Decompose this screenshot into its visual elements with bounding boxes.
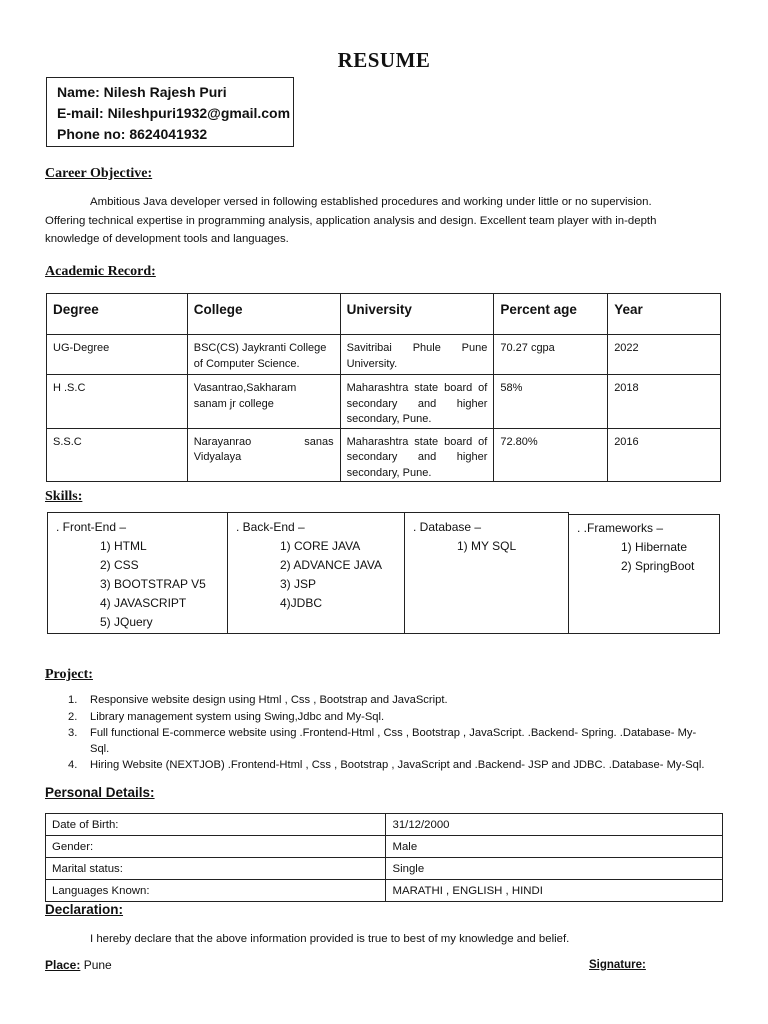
year-cell: 2018: [608, 375, 721, 429]
frontend-label: . Front-End –: [56, 520, 127, 534]
college-line: sanam jr college: [193, 397, 274, 410]
col-year: Year: [608, 294, 721, 335]
detail-value: Male: [386, 836, 723, 858]
college-cell: [187, 428, 340, 482]
table-row: [46, 814, 723, 836]
year-cell: 2022: [608, 335, 721, 375]
list-item: [45, 693, 709, 709]
university-line: Maharashtra state board of: [346, 435, 488, 448]
skill-item: 1) CORE JAVA: [280, 539, 361, 553]
academic-record-heading: Academic Record:: [45, 264, 156, 279]
skill-item: 2) SpringBoot: [621, 559, 695, 573]
skills-database: [404, 512, 569, 634]
detail-label: Marital status:: [46, 858, 386, 880]
career-line-1: Ambitious Java developer versed in following established procedures and working under little or no supervision.: [90, 196, 652, 208]
skills-backend: [227, 512, 405, 634]
signature-label: Signature:: [589, 959, 646, 971]
detail-value: MARATHI , ENGLISH , HINDI: [386, 880, 723, 902]
skill-item: 2) CSS: [100, 558, 139, 572]
career-line-3: knowledge of development tools and languages.: [45, 233, 289, 245]
skill-item: 3) BOOTSTRAP V5: [100, 577, 206, 591]
year-cell: 2016: [608, 428, 721, 482]
university-cell: [340, 335, 494, 375]
col-percentage: Percent age: [494, 294, 608, 335]
skill-item: 1) MY SQL: [457, 539, 517, 553]
list-text: Responsive website design using Html , Css , Bootstrap and JavaScript.: [90, 694, 448, 706]
project-list: [45, 693, 709, 774]
career-objective-heading: Career Objective:: [45, 166, 153, 181]
project-heading: Project:: [45, 667, 93, 682]
list-text: Full functional E-commerce website using .Frontend-Html , Css , Bootstrap , JavaScript. .Backend- Spring. .Database- My-Sql.: [90, 727, 697, 755]
skill-item: 1) Hibernate: [621, 540, 688, 554]
university-line: secondary and higher: [346, 451, 488, 463]
university-line: Savitribai Phule Pune: [346, 342, 488, 354]
contact-phone: Phone no: 8624041932: [57, 126, 208, 142]
degree-cell: H .S.C: [47, 375, 188, 429]
college-line: Narayanrao sanas: [193, 435, 334, 448]
list-item: [45, 726, 709, 757]
contact-box: [46, 77, 294, 147]
university-line: secondary, Pune.: [346, 466, 432, 479]
university-line: University.: [346, 357, 398, 370]
table-row: [47, 375, 721, 429]
detail-label: Date of Birth:: [46, 814, 386, 836]
career-objective-text: [45, 193, 725, 249]
resume-title: RESUME: [337, 48, 431, 72]
table-row: [47, 428, 721, 482]
list-number: 2.: [68, 710, 78, 723]
table-row: [46, 836, 723, 858]
university-line: Maharashtra state board of: [346, 382, 488, 394]
table-row: [46, 880, 723, 902]
list-text: Library management system using Swing,Jdbc and My-Sql.: [90, 710, 385, 723]
skills-grid: [47, 510, 720, 634]
declaration-heading: Declaration:: [45, 902, 124, 917]
college-line: of Computer Science.: [193, 357, 300, 370]
university-line: secondary, Pune.: [346, 413, 432, 425]
detail-value: Single: [386, 858, 723, 880]
list-number: 4.: [68, 759, 78, 771]
skills-frameworks: [568, 514, 720, 634]
declaration-text: I hereby declare that the above information provided is true to best of my knowledge and belief.: [90, 933, 570, 945]
degree-cell: UG-Degree: [47, 335, 188, 375]
skills-heading: Skills:: [45, 489, 83, 504]
detail-value: 31/12/2000: [386, 814, 723, 836]
skill-item: 4) JAVASCRIPT: [100, 596, 187, 610]
backend-label: . Back-End –: [236, 520, 305, 534]
personal-details-heading: Personal Details:: [45, 785, 155, 800]
college-line: Vidyalaya: [193, 451, 242, 463]
place-value: Pune: [80, 958, 112, 972]
detail-label: Gender:: [46, 836, 386, 858]
list-item: [45, 710, 709, 726]
degree-cell: S.S.C: [47, 428, 188, 482]
place-line: [45, 958, 112, 972]
skill-item: 2) ADVANCE JAVA: [280, 558, 383, 572]
percent-cell: 58%: [494, 375, 608, 429]
percent-cell: 70.27 cgpa: [494, 335, 608, 375]
list-number: 1.: [68, 694, 78, 706]
list-text: Hiring Website (NEXTJOB) .Frontend-Html , Css , Bootstrap , JavaScript and .Backend- JSP and JDBC. .Database- My-Sql.: [90, 759, 705, 771]
college-line: BSC(CS) Jaykranti College: [193, 342, 327, 354]
university-line: secondary and higher: [346, 397, 488, 410]
skills-frontend: [47, 512, 228, 634]
career-line-2: Offering technical expertise in programming analysis, application analysis and design. Excellent team player with in-depth: [45, 214, 657, 227]
col-college: College: [187, 294, 340, 335]
list-number: 3.: [68, 727, 78, 739]
personal-details-table: [45, 813, 723, 902]
col-university: University: [340, 294, 494, 335]
skill-item: 1) HTML: [100, 539, 147, 553]
skill-item: 5) JQuery: [100, 615, 153, 629]
frameworks-label: . .Frameworks –: [577, 521, 664, 535]
place-label: Place:: [45, 958, 81, 972]
academic-table: [46, 293, 721, 482]
university-cell: [340, 428, 494, 482]
col-degree: Degree: [47, 294, 188, 335]
detail-label: Languages Known:: [46, 880, 386, 902]
university-cell: [340, 375, 494, 429]
table-row: [46, 858, 723, 880]
college-line: Vasantrao,Sakharam: [193, 382, 297, 394]
skill-item: 4)JDBC: [280, 596, 323, 610]
skill-item: 3) JSP: [280, 577, 317, 591]
contact-name: Name: Nilesh Rajesh Puri: [57, 84, 227, 100]
college-cell: [187, 375, 340, 429]
college-cell: [187, 335, 340, 375]
table-row: [47, 335, 721, 375]
percent-cell: 72.80%: [494, 428, 608, 482]
contact-email: E-mail: Nileshpuri1932@gmail.com: [57, 105, 291, 121]
academic-header-row: [47, 294, 721, 335]
database-label: . Database –: [413, 520, 482, 534]
list-item: [45, 758, 709, 774]
